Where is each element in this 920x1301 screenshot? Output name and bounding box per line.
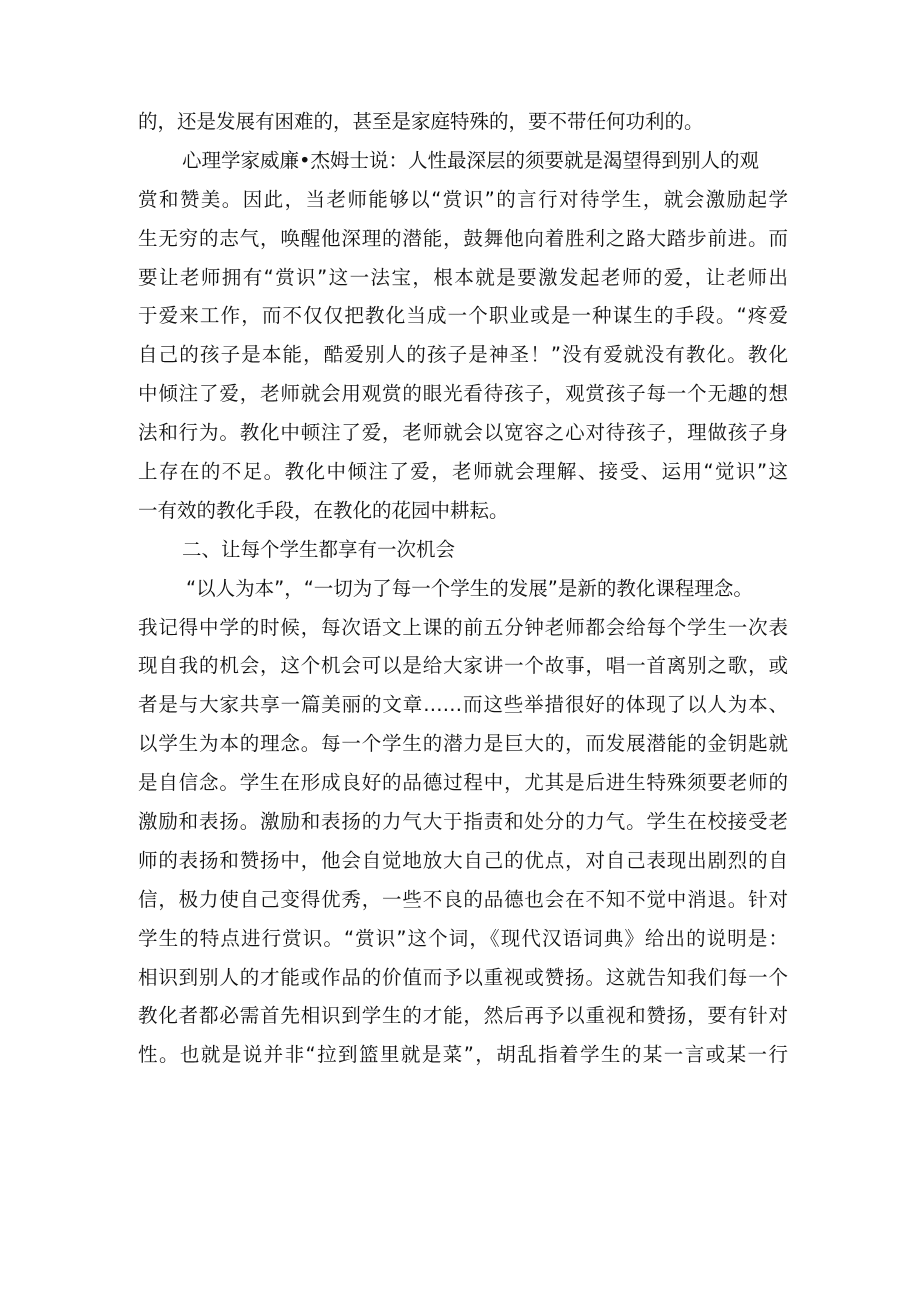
text-line: 师的表扬和赞扬中，他会自觉地放大自己的优点，对自己表现出剧烈的自 xyxy=(138,848,788,872)
text-line: 的，还是发展有困难的，甚至是家庭特殊的，要不带任何功利的。 xyxy=(138,110,704,133)
body-text xyxy=(138,103,788,1075)
text-line: 中倾注了爱，老师就会用观赏的眼光看待孩子，观赏孩子每一个无趣的想 xyxy=(138,382,788,406)
text-line: 性。也就是说并非“拉到篮里就是菜”，胡乱指着学生的某一言或某一行 xyxy=(138,1043,788,1067)
text-line: 教化者都必需首先相识到学生的才能，然后再予以重视和赞扬，要有针对 xyxy=(138,1004,788,1028)
text-line: 学生的特点进行赏识。“赏识”这个词，《现代汉语词典》给出的说明是： xyxy=(138,926,788,950)
text-line: 于爱来工作，而不仅仅把教化当成一个职业或是一种谋生的手段。“疼爱 xyxy=(138,304,788,328)
text-line: 要让老师拥有“赏识”这一法宝，根本就是要激发起老师的爱，让老师出 xyxy=(138,265,788,289)
text-line: 是自信念。学生在形成良好的品德过程中，尤其是后进生特殊须要老师的 xyxy=(138,771,788,795)
text-line: 法和行为。教化中顿注了爱，老师就会以宽容之心对待孩子，理做孩子身 xyxy=(138,421,788,445)
section-heading: 二、让每个学生都享有一次机会 xyxy=(182,537,456,561)
text-line: 我记得中学的时候，每次语文上课的前五分钟老师都会给每个学生一次表 xyxy=(138,615,788,639)
paragraph-first-line: “以人为本”，“一切为了每一个学生的发展”是新的教化课程理念。 xyxy=(186,576,753,600)
text-line: 生无穷的志气，唤醒他深理的潜能，鼓舞他向着胜利之路大踏步前进。而 xyxy=(138,226,788,250)
text-line: 以学生为本的理念。每一个学生的潜力是巨大的，而发展潜能的金钥匙就 xyxy=(138,732,788,756)
text-line: 信，极力使自己变得优秀，一些不良的品德也会在不知不觉中消退。针对 xyxy=(138,887,788,911)
text-line: 现自我的机会，这个机会可以是给大家讲一个故事，唱一首离别之歌，或 xyxy=(138,654,788,678)
text-line: 自己的孩子是本能，酷爱别人的孩子是神圣！”没有爱就没有教化。教化 xyxy=(138,343,788,367)
text-line: 者是与大家共享一篇美丽的文章……而这些举措很好的体现了以人为本、 xyxy=(138,693,788,717)
paragraph-first-line: 心理学家威廉•杰姆士说：人性最深层的须要就是渴望得到别人的观 xyxy=(182,148,760,172)
text-line: 激励和表扬。激励和表扬的力气大于指责和处分的力气。学生在校接受老 xyxy=(138,810,788,834)
text-line: 赏和赞美。因此，当老师能够以“赏识”的言行对待学生，就会激励起学 xyxy=(138,187,788,211)
text-line: 上存在的不足。教化中倾注了爱，老师就会理解、接受、运用“觉识”这 xyxy=(138,460,788,484)
text-line: 一有效的教化手段，在教化的花园中耕耘。 xyxy=(138,498,509,522)
text-line: 相识到别人的才能或作品的价值而予以重视或赞扬。这就告知我们每一个 xyxy=(138,965,788,989)
